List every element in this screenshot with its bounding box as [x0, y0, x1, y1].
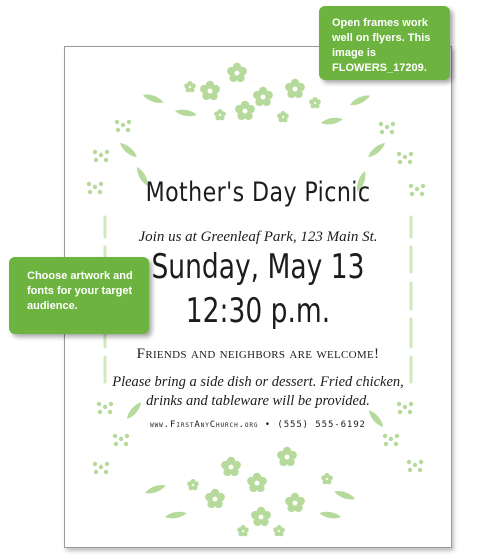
flyer-time: 12:30 p.m.: [185, 291, 331, 331]
flyer-instructions: Please bring a side dish or dessert. Fried chicken, drinks and tableware will be provided.: [112, 374, 404, 409]
callout-open-frames-text: Open frames work well on flyers. This image is FLOWERS_17209.: [332, 17, 431, 74]
flyer-location: Join us at Greenleaf Park, 123 Main St.: [138, 229, 378, 245]
flyer-date: Sunday, May 13: [151, 247, 365, 287]
callout-artwork-fonts: [9, 257, 149, 334]
callout-artwork-fonts-text: Choose artwork and fonts for your target audience.: [27, 270, 133, 312]
flyer-contact-line: www.FirstAnyChurch.org • (555) 555-6192: [150, 420, 366, 430]
flyer-welcome-line: Friends and neighbors are welcome!: [136, 346, 380, 362]
flyer-title: Mother's Day Picnic: [145, 177, 371, 208]
callout-open-frames: [319, 6, 450, 80]
